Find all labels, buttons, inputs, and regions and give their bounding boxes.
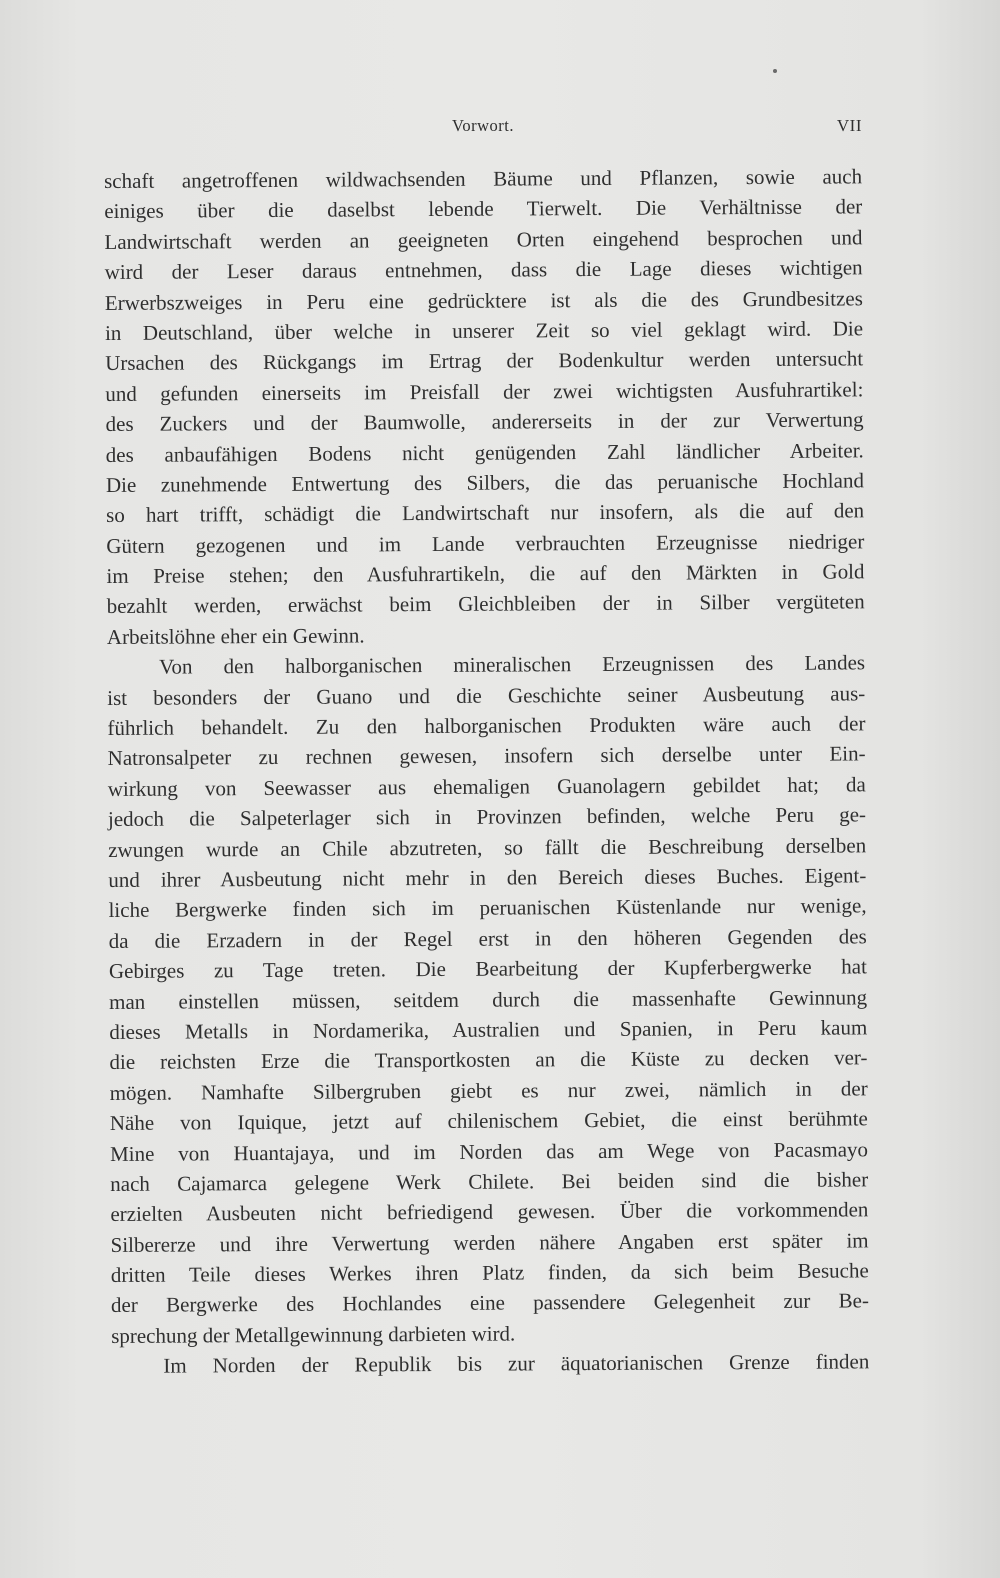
text-line: Landwirtschaft werden an geeigneten Orten eingehend besprochen und bbox=[104, 225, 863, 254]
text-line: und ihrer Ausbeutung nicht mehr in den Bereich dieses Buches. Eigent- bbox=[108, 863, 867, 892]
text-line: bezahlt werden, erwächst beim Gleichbleiben der in Silber vergüteten bbox=[106, 589, 865, 619]
text-line: die reichsten Erze die Transportkosten an die Küste zu decken ver- bbox=[109, 1045, 868, 1075]
text-line: Silbererze und ihre Verwertung werden nähere Angaben erst später im bbox=[110, 1228, 869, 1257]
text-line: des anbaufähigen Bodens nicht genügenden Zahl ländlicher Arbeiter. bbox=[105, 437, 864, 467]
text-line: nach Cajamarca gelegene Werk Chilete. Bei beiden sind die bisher bbox=[110, 1167, 869, 1196]
text-line: in Deutschland, über welche in unserer Zeit so viel geklagt wird. Die bbox=[104, 316, 864, 345]
paragraph-end-line: Arbeitslöhne eher ein Gewinn. bbox=[106, 623, 365, 649]
text-line: schaft angetroffenen wildwachsenden Bäume und Pflanzen, sowie auch bbox=[104, 164, 863, 193]
text-line: ist besonders der Guano und die Geschichte seiner Ausbeutung aus- bbox=[107, 681, 866, 710]
text-line: so hart trifft, schädigt die Landwirtschaft nur insofern, als die auf den bbox=[106, 498, 865, 528]
paragraph-start-line: Im Norden der Republik bis zur äquatorianischen Grenze finden bbox=[163, 1349, 870, 1378]
running-head-title: Vorwort. bbox=[452, 116, 514, 135]
text-line: zwungen wurde an Chile abzutreten, so fällt die Beschreibung derselben bbox=[108, 832, 867, 862]
text-line: Gebirges zu Tage treten. Die Bearbeitung der Kupferbergwerke hat bbox=[108, 954, 867, 984]
text-line: man einstellen müssen, seitdem durch die massenhafte Gewinnung bbox=[109, 984, 868, 1014]
text-line: führlich behandelt. Zu den halborganischen Produkten wäre auch der bbox=[107, 711, 866, 741]
text-line: wird der Leser daraus entnehmen, dass die Lage dieses wichtigen bbox=[104, 255, 863, 285]
text-line: Erwerbszweiges in Peru eine gedrücktere ist als die des Grundbesitzes bbox=[104, 285, 863, 315]
text-line: und gefunden einerseits im Preisfall der zwei wichtigsten Ausfuhrartikel: bbox=[105, 377, 864, 406]
text-line: des Zuckers und der Baumwolle, andererseits in der zur Verwertung bbox=[105, 407, 864, 437]
text-line: dieses Metalls in Nordamerika, Australien und Spanien, in Peru kaum bbox=[109, 1015, 868, 1044]
text-line: Natronsalpeter zu rechnen gewesen, insofern sich derselbe unter Ein- bbox=[107, 741, 866, 771]
text-line: Mine von Huantajaya, und im Norden das am Wege von Pacasmayo bbox=[109, 1136, 869, 1166]
text-line: jedoch die Salpeterlager sich in Provinzen befinden, welche Peru ge- bbox=[107, 802, 867, 832]
text-line: liche Bergwerke finden sich im peruanischen Küstenlande nur wenige, bbox=[108, 893, 867, 923]
text-line: Nähe von Iquique, jetzt auf chilenischem Gebiet, die einst berühmte bbox=[109, 1106, 868, 1136]
text-line: Gütern gezogenen und im Lande verbrauchten Erzeugnisse niedriger bbox=[106, 529, 865, 558]
ink-speck bbox=[773, 69, 777, 73]
text-line: da die Erzadern in der Regel erst in den höheren Gegenden des bbox=[108, 924, 867, 953]
text-line: dritten Teile dieses Werkes ihren Platz finden, da sich beim Besuche bbox=[110, 1258, 869, 1288]
page-number: VII bbox=[836, 116, 862, 135]
paragraph-end-line: sprechung der Metallgewinnung darbieten wird. bbox=[111, 1321, 516, 1348]
text-line: einiges über die daselbst lebende Tierwelt. Die Verhältnisse der bbox=[104, 194, 863, 224]
running-head bbox=[104, 116, 862, 140]
text-line: Die zunehmende Entwertung des Silbers, die das peruanische Hochland bbox=[105, 468, 865, 497]
text-line: wirkung von Seewasser aus ehemaligen Guanolagern gebildet hat; da bbox=[107, 772, 866, 801]
body-text bbox=[104, 161, 869, 1381]
paragraph-start-line: Von den halborganischen mineralischen Erzeugnissen des Landes bbox=[158, 650, 866, 679]
text-line: Ursachen des Rückgangs im Ertrag der Bodenkultur werden untersucht bbox=[105, 346, 864, 376]
text-line: erzielten Ausbeuten nicht befriedigend gewesen. Über die vorkommenden bbox=[110, 1197, 869, 1227]
text-line: der Bergwerke des Hochlandes eine passendere Gelegenheit zur Be- bbox=[110, 1288, 870, 1318]
text-line: mögen. Namhafte Silbergruben giebt es nur zwei, nämlich in der bbox=[109, 1076, 868, 1105]
text-line: im Preise stehen; den Ausfuhrartikeln, die auf den Märkten in Gold bbox=[106, 559, 865, 589]
